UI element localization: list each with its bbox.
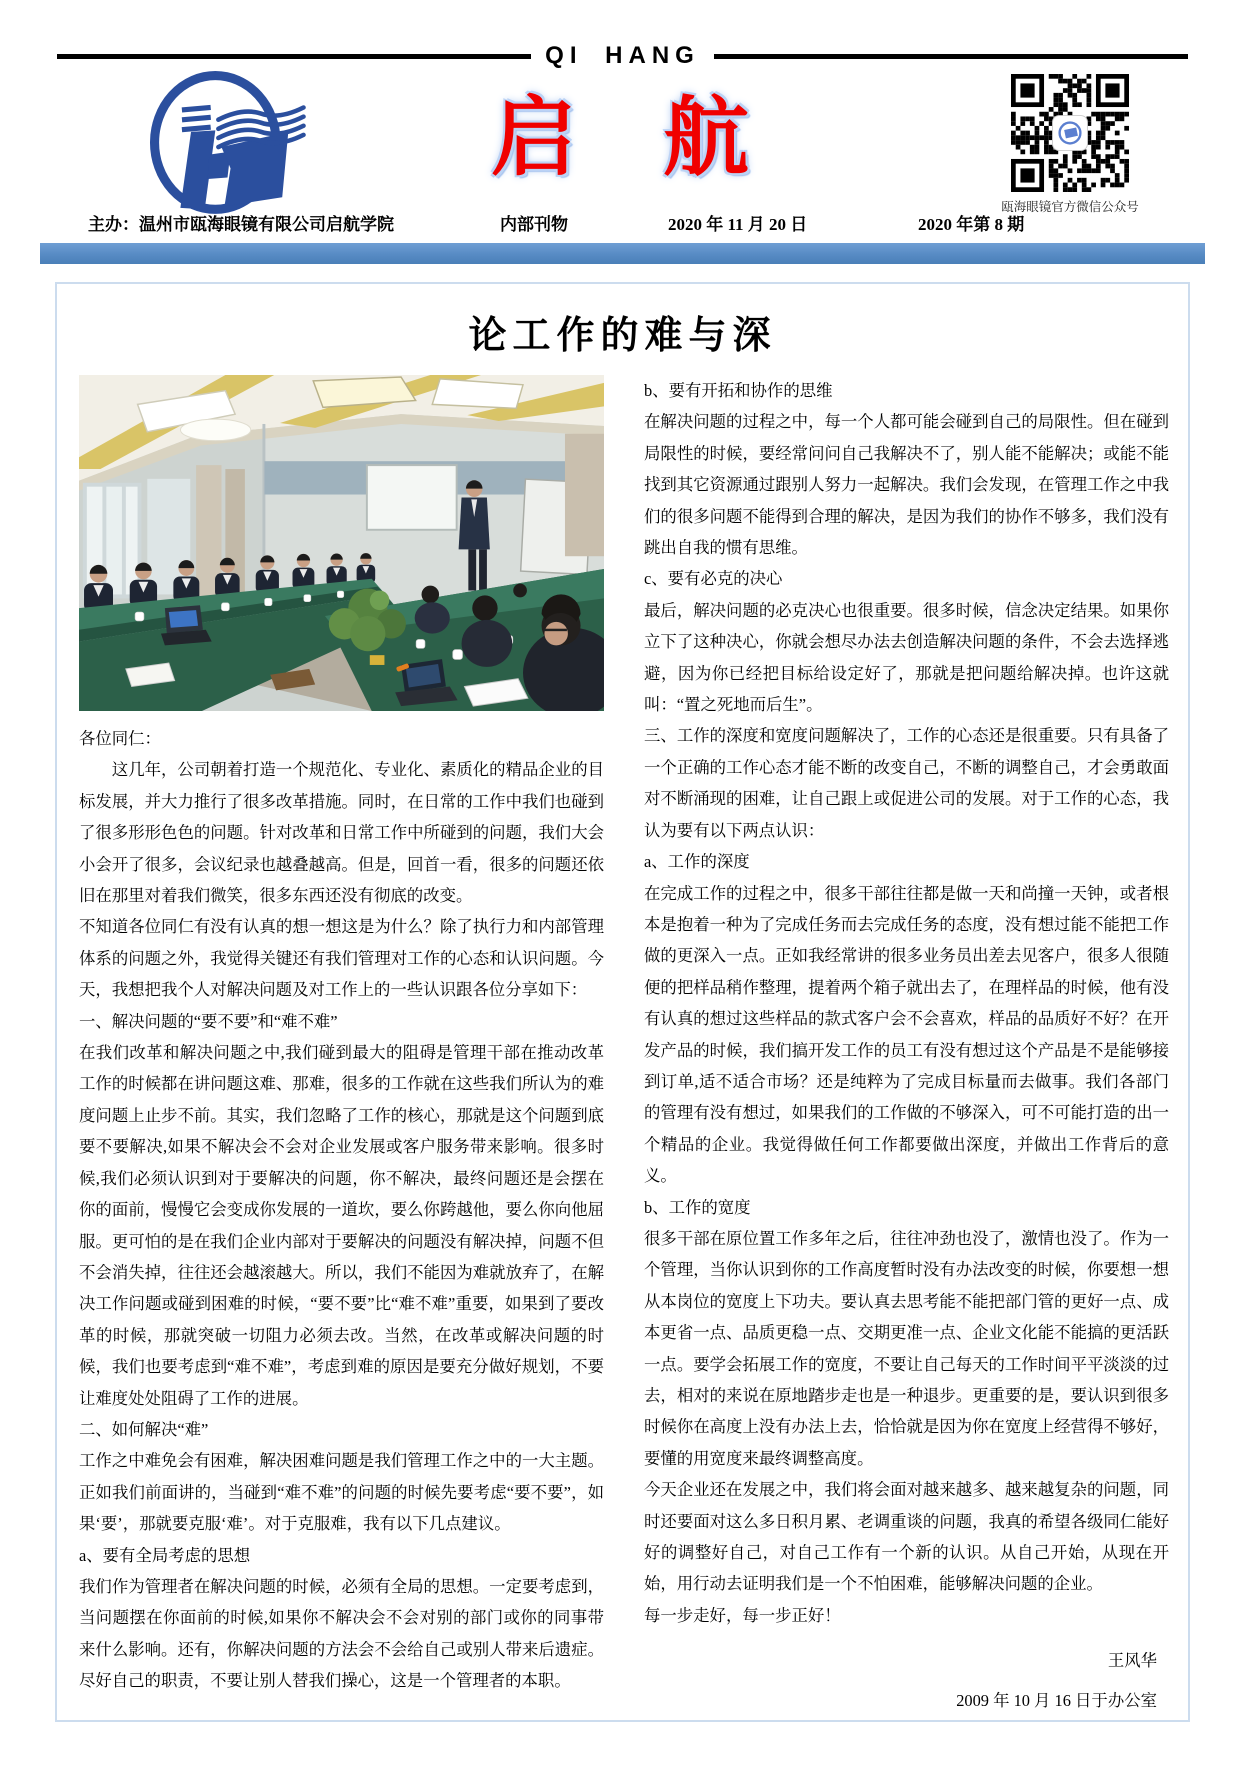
divider-bar [40, 243, 1205, 264]
paragraph: b、工作的宽度 [644, 1197, 751, 1217]
rule-line-right [714, 54, 1188, 59]
paragraph: 一、解决问题的“要不要”和“难不难” [79, 1011, 338, 1031]
qr-code-icon [1011, 74, 1129, 192]
paragraph: 三、工作的深度和宽度问题解决了，工作的心态还是很重要。只有具备了一个正确的工作心态才能不断的改变自己，不断的调整自己，才会勇敢面对不断涌现的困难，让自己跟上或促进公司的发展。对于工作的心态，我认为要有以下两点认识： [644, 726, 1169, 840]
paragraph: 在解决问题的过程之中，每一个人都可能会碰到自己的局限性。但在碰到局限性的时候，要经常问问自己我解决不了，别人能不能解决；或能不能找到其它资源通过跟别人努力一起解决。我们会发现，在管理工作之中我们的很多问题不能得到合理的解决，是因为我们的协作不够多，我们没有跳出自我的惯有思维。 [644, 412, 1169, 558]
article-title: 论工作的难与深 [468, 312, 777, 357]
paragraph: 在我们改革和解决问题之中,我们碰到最大的阻碍是管理干部在推动改革工作的时候都在讲问题这难、那难，很多的工作就在这些我们所认为的难度问题上止步不前。其实，我们忽略了工作的核心，那就是这个问题到底要不要解决,如果不解决会不会对企业发展或客户服务带来影响。很多时候,我们必须认识到对于要解决的问题，你不解决，最终问题还是会摆在你的面前，慢慢它会变成你发展的一道坎，要么你跨越他，要么你向他屈服。更可怕的是在我们企业内部对于要解决的问题没有解决掉，问题不但不会消失掉，往往还会越滚越大。所以，我们不能因为难就放弃了，在解决工作问题或碰到困难的时候，“要不要”比“难不难”重要，如果到了要改革的时候，那就突破一切阻力必须去改。当然，在改革或解决问题的时候，我们也要考虑到“难不难”，考虑到难的原因是要充分做好规划，不要让难度处处阻碍了工作的进展。 [79, 1043, 604, 1408]
paragraph: c、要有必克的决心 [644, 569, 783, 589]
paragraph: a、工作的深度 [644, 852, 750, 872]
qihang-label: QI HANG [545, 42, 700, 69]
paragraph: 每一步走好，每一步正好！ [644, 1605, 841, 1625]
publication-type: 内部刊物 [500, 215, 568, 234]
paragraph: 最后，解决问题的必克决心也很重要。很多时候，信念决定结果。如果你立下了这种决心，你就会想尽办法去创造解决问题的条件，不会去选择逃避，因为你已经把目标给设定好了，那就是把问题给解决掉。也许这就叫：“置之死地而后生”。 [644, 600, 1169, 715]
masthead-info-row [0, 210, 1245, 240]
paragraph: 二、如何解决“难” [79, 1419, 209, 1439]
left-column-text [79, 723, 604, 1697]
content-box [55, 282, 1190, 1722]
paragraph: 很多干部在原位置工作多年之后，往往冲劲也没了，激情也没了。作为一个管理，当你认识到你的工作高度暂时没有办法改变的时候，你要想一想从本岗位的宽度上下功夫。要认真去思考能不能把部门管的更好一点、成本更省一点、品质更稳一点、交期更准一点、企业文化能不能搞的更活跃一点。要学会拓展工作的宽度，不要让自己每天的工作时间平平淡淡的过去，相对的来说在原地踏步走也是一种退步。更重要的是，要认识到很多时候你在高度上没有办法上去，恰恰就是因为你在宽度上经营得不够好，要懂的用宽度来最终调整高度。 [644, 1228, 1169, 1468]
left-column [79, 375, 604, 1721]
paragraph: b、要有开拓和协作的思维 [644, 381, 833, 400]
company-logo [130, 68, 325, 220]
rule-line-left [57, 54, 531, 59]
qr-caption: 瓯海眼镜官方微信公众号 [1001, 200, 1139, 214]
paragraph: 工作之中难免会有困难，解决困难问题是我们管理工作之中的一大主题。正如我们前面讲的，当碰到“难不难”的问题的时候先要考虑“要不要”，如果‘要’，那就要克服‘难’。对于克服难，我有以下几点建议。 [79, 1451, 604, 1534]
article-columns [79, 375, 1169, 1721]
issue-number: 2020 年第 8 期 [918, 215, 1025, 234]
newsletter-title: 启 航 [491, 87, 749, 188]
paragraph: 各位同仁： [79, 729, 161, 748]
right-column-text [644, 375, 1169, 1631]
paragraph: a、要有全局考虑的思想 [79, 1545, 251, 1565]
paragraph: 不知道各位同仁有没有认真的想一想这是为什么？除了执行力和内部管理体系的问题之外，我觉得关键还有我们管理对工作的心态和认识问题。今天，我想把我个人对解决问题及对工作上的一些认识跟各位分享如下： [79, 917, 604, 1000]
paragraph: 在完成工作的过程之中，很多干部往往都是做一天和尚撞一天钟，或者根本是抱着一种为了完成任务而去完成任务的态度，没有想过能不能把工作做的更深入一点。正如我经常讲的很多业务员出差去见客户，很多人很随便的把样品稍作整理，提着两个箱子就出去了，在理样品的时候，他有没有认真的想过这些样品的款式客户会不会喜欢，样品的品质好不好？在开发产品的时候，我们搞开发工作的员工有没有想过这个产品是不是能够接到订单,适不适合市场？还是纯粹为了完成目标量而去做事。我们各部门的管理有没有想过，如果我们的工作做的不够深入，可不可能打造的出一个精品的企业。我觉得做任何工作都要做出深度，并做出工作背后的意义。 [644, 883, 1169, 1186]
paragraph: 这几年，公司朝着打造一个规范化、专业化、素质化的精品企业的目标发展，并大力推行了很多改革措施。同时，在日常的工作中我们也碰到了很多形形色色的问题。针对改革和日常工作中所碰到的问题，我们大会小会开了很多，会议纪录也越叠越高。但是，回首一看，很多的问题还依旧在那里对着我们微笑，很多东西还没有彻底的改变。 [79, 760, 604, 906]
signature-date: 2009 年 10 月 16 日于办公室 [956, 1691, 1157, 1711]
right-column [644, 375, 1169, 1721]
publisher-text: 主办：温州市瓯海眼镜有限公司启航学院 [88, 215, 394, 234]
meeting-photo [79, 375, 604, 711]
paragraph: 我们作为管理者在解决问题的时候，必须有全局的思想。一定要考虑到，当问题摆在你面前的时候,如果你不解决会不会对别的部门或你的同事带来什么影响。还有，你解决问题的方法会不会给自己或别人带来后遗症。尽好自己的职责，不要让别人替我们操心，这是一个管理者的本职。 [79, 1576, 604, 1691]
qr-block [965, 74, 1175, 215]
paragraph: 今天企业还在发展之中，我们将会面对越来越多、越来越复杂的问题，同时还要面对这么多日积月累、老调重谈的问题，我真的希望各级同仁能好好的调整好自己，对自己工作有一个新的认识。从自己开始，从现在开始，用行动去证明我们是一个不怕困难，能够解决问题的企业。 [644, 1480, 1169, 1594]
signature-name: 王风华 [1107, 1651, 1157, 1671]
publication-date: 2020 年 11 月 20 日 [668, 215, 808, 234]
